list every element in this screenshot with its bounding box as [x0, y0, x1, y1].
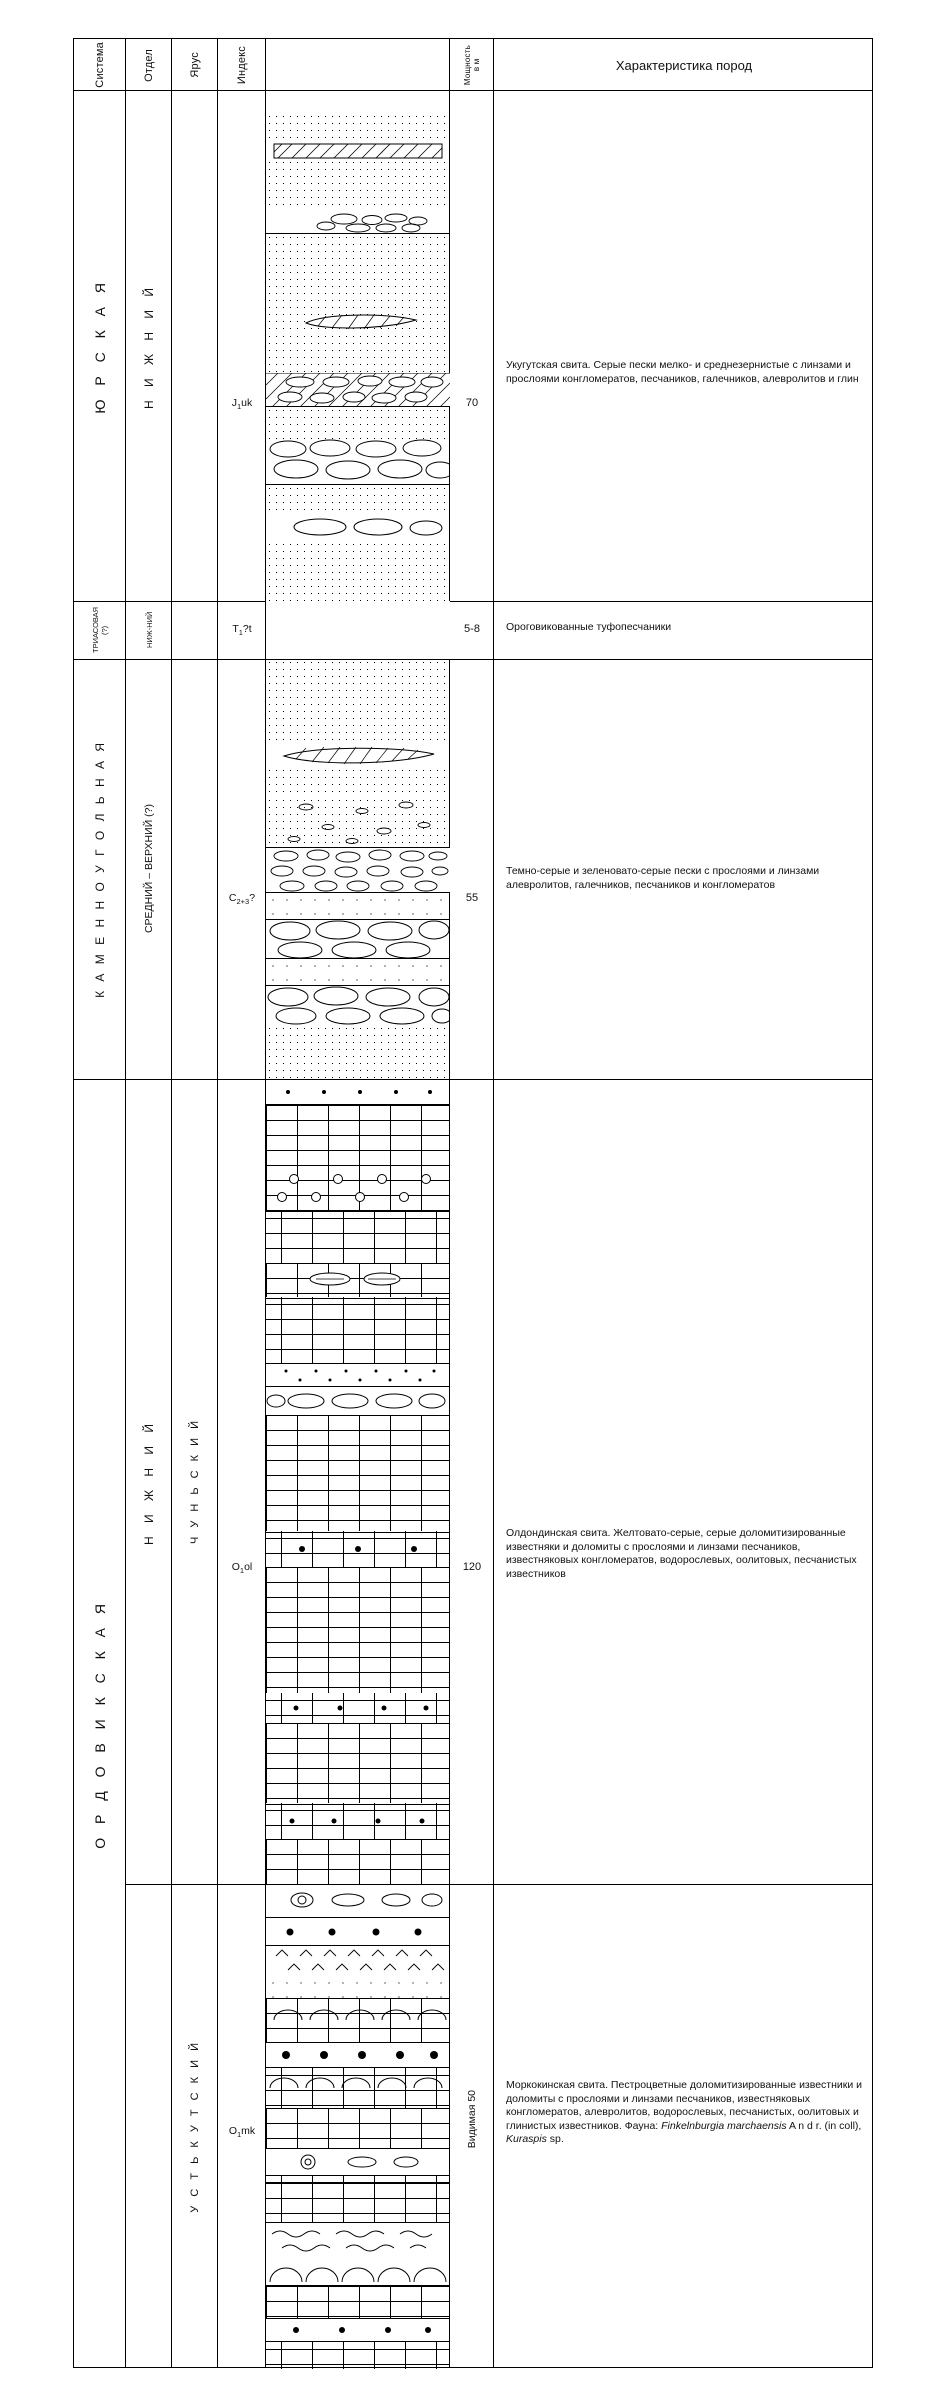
index-label-triassic: $T_1?t$	[232, 623, 252, 638]
litho-limestone-conglomerate-1	[266, 1387, 450, 1415]
litho-tuff-sandstone	[266, 601, 450, 659]
system-label-ordovician: О Р Д О В И К С К А Я	[92, 1599, 108, 1849]
litho-limestone-3	[266, 1297, 450, 1363]
litho-algal-limestone-4	[266, 2256, 450, 2286]
header-department: Отдел	[143, 48, 155, 82]
litho-algal-limestone-2	[266, 1998, 450, 2042]
litho-clayey-limestone-1	[266, 2222, 450, 2256]
department-label-lower-jurassic: Н И Ж Н И Й	[142, 283, 156, 409]
litho-limestone-5	[266, 1567, 450, 1693]
description-jurassic: Укугутская свита. Серые пески мелко- и среднезернистые с линзами и прослоями конгломератов, песчаников, галечников, алевролитов и глин	[506, 359, 859, 385]
litho-pebbly-sand-1	[266, 797, 450, 847]
litho-limestone-1	[266, 1105, 450, 1165]
litho-boulder-conglomerate-3	[266, 985, 450, 1025]
stage-label-chun: Ч У Н Ь С К И Й	[189, 1418, 201, 1545]
thickness-oldondinskaya: 120	[462, 1561, 482, 1573]
litho-conglomerate-lens-2	[266, 515, 450, 541]
litho-sand-2	[266, 159, 450, 211]
department-label-middle-upper-carboniferous: СРЕДНИЙ – ВЕРХНИЙ (?)	[143, 804, 155, 934]
column-description	[494, 39, 874, 2367]
index-label-oldondinskaya: $O_1ol$	[231, 1561, 253, 1576]
thickness-morkokinskaya: Видимая 50	[466, 2089, 478, 2149]
litho-limestone-8	[266, 2108, 450, 2148]
litho-pellet-limestone-1	[266, 1918, 450, 1946]
stratigraphic-table	[73, 38, 873, 2368]
litho-sand-4	[266, 333, 450, 373]
department-label-lower-triassic: НИЖ-НИЙ	[144, 611, 154, 649]
system-label-jurassic: Ю Р С К А Я	[92, 278, 108, 414]
litho-conglomerate-band-2	[266, 847, 450, 893]
litho-dolomitic-limestone-1	[266, 1531, 450, 1567]
table-header	[74, 39, 872, 91]
description-triassic: Ороговикованные туфопесчаники	[506, 621, 672, 633]
litho-oolitic-limestone-1	[266, 1165, 450, 1211]
litho-oolitic-limestone-2	[266, 1884, 450, 1918]
litho-siltstone-lens-1	[266, 745, 450, 767]
litho-boulder-conglomerate-1	[266, 439, 450, 485]
litho-sandy-limestone-1	[266, 1079, 450, 1105]
litho-sandy-limestone-2	[266, 1363, 450, 1387]
index-label-morkokinskaya: $O_1mk$	[228, 2125, 256, 2140]
litho-pellet-limestone-2	[266, 2042, 450, 2068]
divider-oldondinskaya-morkokinskaya	[126, 1884, 872, 1885]
litho-sand-10	[266, 1025, 450, 1079]
litho-silt-dotted-2	[266, 959, 450, 985]
litho-limestone-9	[266, 2176, 450, 2222]
thickness-triassic: 5-8	[464, 623, 480, 635]
litho-sand-7	[266, 541, 450, 601]
litho-sand-5	[266, 407, 450, 439]
litho-sandstone-lens-2	[266, 313, 450, 333]
litho-limestone-4	[266, 1415, 450, 1531]
header-system: Система	[94, 42, 106, 88]
department-label-lower-ordovician: Н И Ж Н И Й	[142, 1418, 156, 1545]
system-label-carboniferous: К А М Е Н Н О У Г О Л Ь Н А Я	[93, 740, 107, 998]
litho-silt-dotted-1	[266, 893, 450, 919]
divider-triassic-carboniferous	[74, 659, 872, 660]
header-index: Индекс	[236, 45, 248, 85]
system-label-triassic: ТРИАСОВАЯ (?)	[91, 606, 109, 654]
description-oldondinskaya: Олдондинская свита. Желтовато-серые, серые доломитизированные известняки и доломиты с прослоями и линзами песчаников, известняковых конгломератов, водорослевых, оолитовых, песчанистых известников	[506, 1527, 857, 1580]
litho-sand-9	[266, 767, 450, 797]
litho-dolomitic-limestone-3	[266, 1803, 450, 1839]
index-label-jurassic: $J_1uk$	[231, 397, 253, 412]
index-label-carboniferous: $C_{2+3}$?	[228, 892, 256, 907]
litho-sand-6	[266, 485, 450, 515]
divider-jurassic-triassic	[74, 601, 872, 602]
litho-sand-1	[266, 113, 450, 143]
litho-sand-8	[266, 659, 450, 745]
stage-label-ustkut: У С Т Ь К У Т С К И Й	[189, 2040, 201, 2213]
thickness-carboniferous: 55	[465, 892, 479, 904]
litho-sandstone-lens-1	[266, 143, 450, 159]
litho-limestone-10	[266, 2286, 450, 2318]
litho-pellet-limestone-3	[266, 2318, 450, 2342]
header-stage: Ярус	[189, 52, 201, 78]
column-thickness	[450, 39, 494, 2367]
litho-dolomitic-limestone-2	[266, 1693, 450, 1723]
litho-sandy-dolomite-1	[266, 1976, 450, 1998]
litho-conglomerate-lens-1	[266, 211, 450, 233]
lithology-strip	[266, 91, 450, 2369]
litho-limestone-2	[266, 1211, 450, 1263]
litho-limestone-7	[266, 1839, 450, 1884]
description-morkokinskaya: Моркокинская свита. Пестроцветные доломитизированные известники и доломиты с прослоями и линзами песчаников, известняковых конгломератов, алевролитов, водорослевых, песчанистых, оолитовых и глинистых известников. Фауна: Finkelnburgia marchaensis A n d r. (in coll), Kuraspis sp.	[506, 2079, 863, 2145]
litho-boulder-conglomerate-2	[266, 919, 450, 959]
litho-limestone-6	[266, 1723, 450, 1803]
column-index	[218, 39, 266, 2367]
litho-limestone-11	[266, 2342, 450, 2369]
litho-oolitic-limestone-3	[266, 2148, 450, 2176]
litho-algal-limestone-1	[266, 1263, 450, 1297]
litho-algal-limestone-3	[266, 2068, 450, 2108]
litho-conglomerate-band-1	[266, 373, 450, 407]
thickness-jurassic: 70	[465, 397, 479, 409]
description-carboniferous: Темно-серые и зеленовато-серые пески с прослоями и линзами алевролитов, галечников, песчаников и конгломератов	[506, 865, 820, 891]
header-description: Характеристика пород	[615, 57, 753, 73]
header-thickness: Мощность в м	[463, 44, 481, 86]
litho-marl-1	[266, 1946, 450, 1976]
